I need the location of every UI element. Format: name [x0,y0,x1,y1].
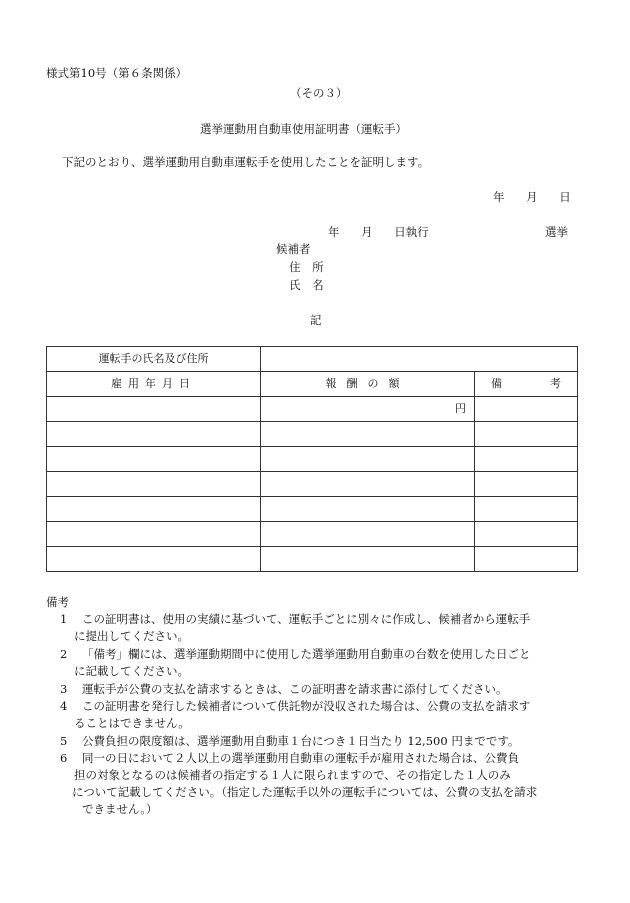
amount-cell[interactable] [261,497,475,522]
remarks-cell[interactable] [475,397,578,422]
date-cell[interactable] [47,547,261,572]
driver-info-field[interactable] [261,347,578,372]
note-item [60,698,584,732]
table-row [47,397,578,422]
note-text-cont: に提出してください。 [74,629,189,643]
document-title: 選挙運動用自動車使用証明書（運転手） [200,122,407,136]
candidate-label: 候補者 [276,242,311,256]
table-row [47,422,578,447]
note-text: 運転手が公費の支払を請求するときは、この証明書を請求書に添付してください。 [82,682,508,696]
table-row [47,497,578,522]
note-number: 5 [60,734,68,748]
table-row [47,522,578,547]
address-label: 住 所 [289,260,324,274]
date-cell[interactable] [47,447,261,472]
note-text: 「備考」欄には、選挙運動期間中に使用した選挙運動用自動車の台数を使用した日ごと [82,647,531,661]
driver-info-label: 運転手の氏名及び住所 [47,347,261,372]
sub-title: （その３） [290,86,348,100]
table-row [47,472,578,497]
table-header-row [47,372,578,397]
amount-cell[interactable] [261,422,475,447]
remarks-cell[interactable] [475,547,578,572]
col-employment-date: 雇用年月日 [47,372,261,397]
remarks-cell[interactable] [475,472,578,497]
note-item [60,681,584,698]
note-item [60,611,584,645]
date-cell[interactable] [47,397,261,422]
date-cell[interactable] [47,497,261,522]
date-cell[interactable] [47,422,261,447]
note-text-cont: 担の対象となるのは候補者の指定する１人に限られますので、その指定した１人のみ [74,768,511,782]
note-number: 2 [60,647,68,661]
driver-table [46,346,578,572]
remarks-cell[interactable] [475,422,578,447]
note-item [60,646,584,680]
note-text-cont: できません。） [82,802,158,816]
election-label: 選挙 [545,225,568,239]
note-text: 同一の日において２人以上の選挙運動用自動車の運転手が雇用された場合は、公費負 [82,751,519,765]
remarks-cell[interactable] [475,497,578,522]
note-text-cont: について記載してください。（指定した運転手以外の運転手については、公費の支払を請求 [72,785,538,799]
col-remarks-a: 備 [491,377,502,390]
note-text-cont: ることはできません。 [74,716,190,730]
name-label: 氏 名 [289,278,324,292]
note-number: 4 [60,699,68,713]
amount-cell[interactable]: 円 [261,397,475,422]
table-row [47,547,578,572]
amount-cell[interactable] [261,472,475,497]
col-remarks [475,372,578,397]
note-text-cont: に記載してください。 [74,664,189,678]
note-number: 3 [60,682,68,696]
note-number: 6 [60,751,68,765]
ki-label: 記 [310,313,322,327]
date-cell[interactable] [47,472,261,497]
amount-cell[interactable] [261,547,475,572]
notes-title: 備考 [46,595,69,609]
form-number: 様式第10号（第６条関係） [46,66,188,80]
col-remarks-b: 考 [550,377,561,390]
note-text: この証明書は、使用の実績に基づいて、運転手ごとに別々に作成し、候補者から運転手 [82,612,531,626]
note-text: 公費負担の限度額は、選挙運動用自動車１台につき１日当たり 12,500 円までです。 [82,734,520,748]
remarks-cell[interactable] [475,522,578,547]
issue-date-line: 年 月 日 [493,190,571,204]
amount-cell[interactable] [261,447,475,472]
note-number: 1 [60,612,68,626]
remarks-cell[interactable] [475,447,578,472]
note-text: この証明書を発行した候補者について供託物が没収された場合は、公費の支払を請求す [82,699,531,713]
note-item [60,733,584,750]
amount-cell[interactable] [261,522,475,547]
intro-statement: 下記のとおり、選挙運動用自動車運転手を使用したことを証明します。 [62,155,430,169]
table-row [47,347,578,372]
note-item [60,750,584,818]
table-row [47,447,578,472]
col-remuneration: 報酬の額 [261,372,475,397]
date-cell[interactable] [47,522,261,547]
election-date-line: 年 月 日執行 [328,225,429,239]
